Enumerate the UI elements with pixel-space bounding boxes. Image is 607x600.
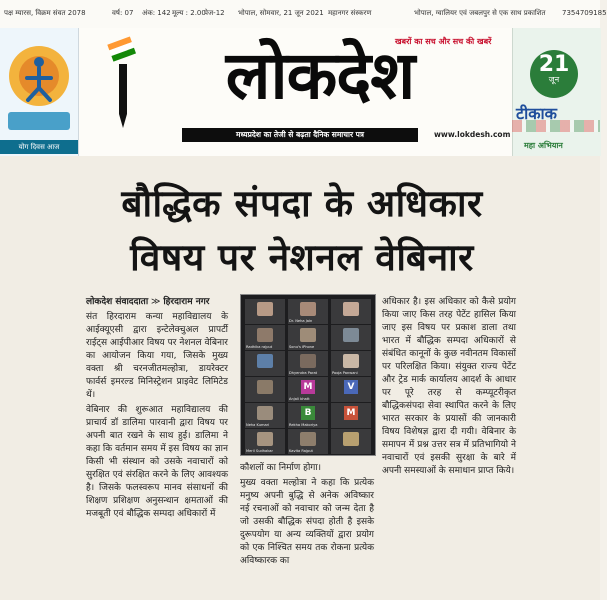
ad-day: 21 xyxy=(538,52,570,77)
paragraph: संत हिरदाराम कन्या महाविद्यालय के आईक्यूएसी द्वारा इन्टेलेक्चुअल प्रापर्टी राईट्स आईपीआर विषय पर नेशनल वेबिनार का आयोजन किया गया, जिसके मुख्य वक्ता श्री चरनजीतमल्होत्रा, डायरेक्टर फार्वर्स इमरल्ड मिनिस्ट्रेशन प्राइवेट लिमिटेड थें। xyxy=(86,312,228,400)
article-column-3 xyxy=(382,296,516,596)
masthead-top-strip xyxy=(0,0,607,29)
paragraph: कौशलों का निर्माण होगा। xyxy=(240,463,322,473)
participant-initial: B xyxy=(301,406,315,420)
participant-name: Radhika rajput xyxy=(246,345,273,349)
participant-tile xyxy=(331,429,371,454)
participant-tile xyxy=(245,299,285,324)
participant-name: Anjali bhatt xyxy=(289,397,310,401)
participant-tile xyxy=(288,403,328,428)
paragraph: वेबिनार की शुरूआत महाविद्यालय की प्राचार्य डॉ डालिमा पारवानी द्वारा विषय पर अपनी बात रखने के साथ हुई। डालिमा ने कहा कि वर्तमान समय में इस विषय का ज्ञान किसी भी संस्थान को उसके नवाचारों को सुरक्षित एवं संरक्षित करने के लिए आवश्यक है। जिसके फलस्वरूप मानव संसाधनों की शिक्षण प्रशिक्षण अनुसन्धान क्षमताओं की मजबूती एवं बौद्धिक सम्पदा अधिकारों में xyxy=(86,405,228,519)
participant-tile xyxy=(245,429,285,454)
participant-video xyxy=(343,328,359,342)
participant-tile xyxy=(288,351,328,376)
participant-video xyxy=(257,406,273,420)
participant-name: Sonu's iPhone xyxy=(289,345,315,349)
issue: अंक: 142 xyxy=(142,9,171,17)
ad-date-badge xyxy=(530,50,578,98)
volume: वर्ष: 07 xyxy=(112,9,134,17)
participant-tile xyxy=(288,299,328,324)
participant-name: Rekha Makoriya xyxy=(289,423,318,427)
participant-video xyxy=(300,302,316,316)
article-column-2 xyxy=(240,462,374,596)
website-url: www.lokdesh.com xyxy=(434,130,511,139)
paragraph: अधिकार है। इस अधिकार को कैसे प्रयोग किया जाए किस तरह पेटेंट हासिल किया जाए इस विषय पर प्रकाश डाला तथा भारत में बौद्धिक सम्पदा अधिकारों से संबंधित कानूनों के कुछ नवीनतम विकासों पर परिलक्षित किया। संयुक्त राज्य पेटेंट और ट्रेड मार्क कार्यालय आदर्श के आधार पर पूरे तरह से कम्प्यूटरीकृत बौद्धिकसंपदा सेवा स्थापित करने के लिए भारत सरकार के प्रयासों की जानकारी विषय विशेषज्ञ द्वारा दी गयी। वेबिनार के समापन में प्रश्न उत्तर सत्र में प्रतिभागियो ने नवाचारों एवं इसकी सुरक्षा के बारे में अपनी समस्याओं के समाधान प्राप्त किये। xyxy=(382,297,516,476)
phone-number: 7354709185 xyxy=(562,9,607,17)
edition-name: महानगर संस्करण xyxy=(328,9,372,17)
participant-video xyxy=(343,432,359,446)
ad-title: टीकाक xyxy=(516,104,557,123)
participant-initial: M xyxy=(344,406,358,420)
participant-video xyxy=(257,380,273,394)
participant-tile xyxy=(245,351,285,376)
place-date: भोपाल, सोमवार, 21 जून 2021 xyxy=(238,9,324,17)
vikram-samvat: पक्ष म्यारस, विक्रम संवत 2078 xyxy=(4,9,86,17)
participant-tile xyxy=(331,403,371,428)
participant-tile xyxy=(331,299,371,324)
byline: लोकदेश संवाददाता xyxy=(86,297,149,307)
dateline-location: हिरदाराम नगर xyxy=(163,297,210,307)
participant-tile xyxy=(288,377,328,402)
newspaper-logo: लोकदेश xyxy=(225,37,415,114)
ad-month: जून xyxy=(548,75,560,84)
headline-line-2: विषय पर नेशनल वेबिनार xyxy=(130,236,474,279)
yoga-day-panel xyxy=(0,28,79,156)
participant-video xyxy=(257,432,273,446)
ad-subtitle: महा अभियान xyxy=(524,141,563,150)
pages: पेज-12 xyxy=(204,9,225,17)
participant-video xyxy=(257,328,273,342)
price: मूल्य : 2.00 xyxy=(172,9,206,17)
participant-name: Meril Sudhakar xyxy=(246,449,273,453)
flag-pen-icon xyxy=(100,40,146,130)
participant-video xyxy=(343,302,359,316)
participant-video xyxy=(300,432,316,446)
participant-tile xyxy=(331,351,371,376)
yoga-day-caption: योग दिवस आज xyxy=(0,140,78,154)
participant-initial: M xyxy=(301,380,315,394)
participant-tile xyxy=(331,325,371,350)
participant-name: Pooja Panwani xyxy=(332,371,358,375)
participant-tile xyxy=(288,429,328,454)
participant-tile xyxy=(245,403,285,428)
participant-video xyxy=(300,354,316,368)
masthead-tagline: मध्यप्रदेश का तेजी से बढ़ता दैनिक समाचार पत्र xyxy=(182,128,418,142)
participant-video xyxy=(343,354,359,368)
webinar-screenshot xyxy=(240,294,376,456)
editions-line: भोपाल, ग्वालियर एवं जबलपुर से एक साथ प्रकाशित xyxy=(414,9,546,17)
participant-name: Neha Kumari xyxy=(246,423,270,427)
participant-tile xyxy=(245,325,285,350)
yoga-figure-icon xyxy=(0,28,78,140)
participant-tile xyxy=(288,325,328,350)
paragraph: मुख्य वक्ता मल्होत्रा ने कहा कि प्रत्येक मनुष्य अपनी बुद्धि से अनेक अविष्कार नई रचनाओं को नवाचार को जन्म देता है जो उसकी बौद्धिक संपदा होती है इसके दुरूपयोग या अन्य व्यक्तियों द्वारा प्रयोग को एक निश्चित समय तक रोकना प्रत्येक अविष्कारक का xyxy=(240,478,374,566)
participant-initial: V xyxy=(344,380,358,394)
participant-tile xyxy=(331,377,371,402)
logo-tagline: खबरों का सच और सच की खबरें xyxy=(395,37,492,46)
participant-name: Dr. Neha Jain xyxy=(289,319,313,323)
headline-line-1: बौद्धिक संपदा के अधिकार xyxy=(121,182,483,225)
participant-tile xyxy=(245,377,285,402)
article-column-1: लोकदेश संवाददाता ≫ हिरदाराम नगर संत हिरदाराम कन्या महाविद्यालय के आईक्यूएसी द्वारा इन्टेलेक्चुअल प्रापर्टी राईट्स आईपीआर विषय पर नेशनल वेबिनार का आयोजन किया गया, जिसके मुख्य वक्ता श्री चरनजीतमल्होत्रा, डायरेक्टर फार्वर्स इमरल्ड मिनिस्ट्रेशन प्राइवेट लिमिटेड थें। वेबिनार की शुरूआत महाविद्यालय की प्राचार्य डॉ डालिमा पारवानी द्वारा विषय पर अपनी बात रखने के साथ हुई। डालिमा ने कहा कि वर्तमान समय में इस विषय का ज्ञान किसी भी संस्थान को उसके नवाचारों को सुरक्षित एवं संरक्षित करने के लिए आवश्यक है। जिसके फलस्वरूप मानव संसाधनों की शिक्षण प्रशिक्षण अनुसन्धान क्षमताओं की मजबूती एवं बौद्धिक सम्पदा अधिकारों में xyxy=(86,297,228,519)
participant-video xyxy=(300,328,316,342)
participant-video xyxy=(257,302,273,316)
participant-name: Kavita Rajput xyxy=(289,449,313,453)
participant-name: Dhyendra Parat xyxy=(289,371,318,375)
participant-video xyxy=(257,354,273,368)
